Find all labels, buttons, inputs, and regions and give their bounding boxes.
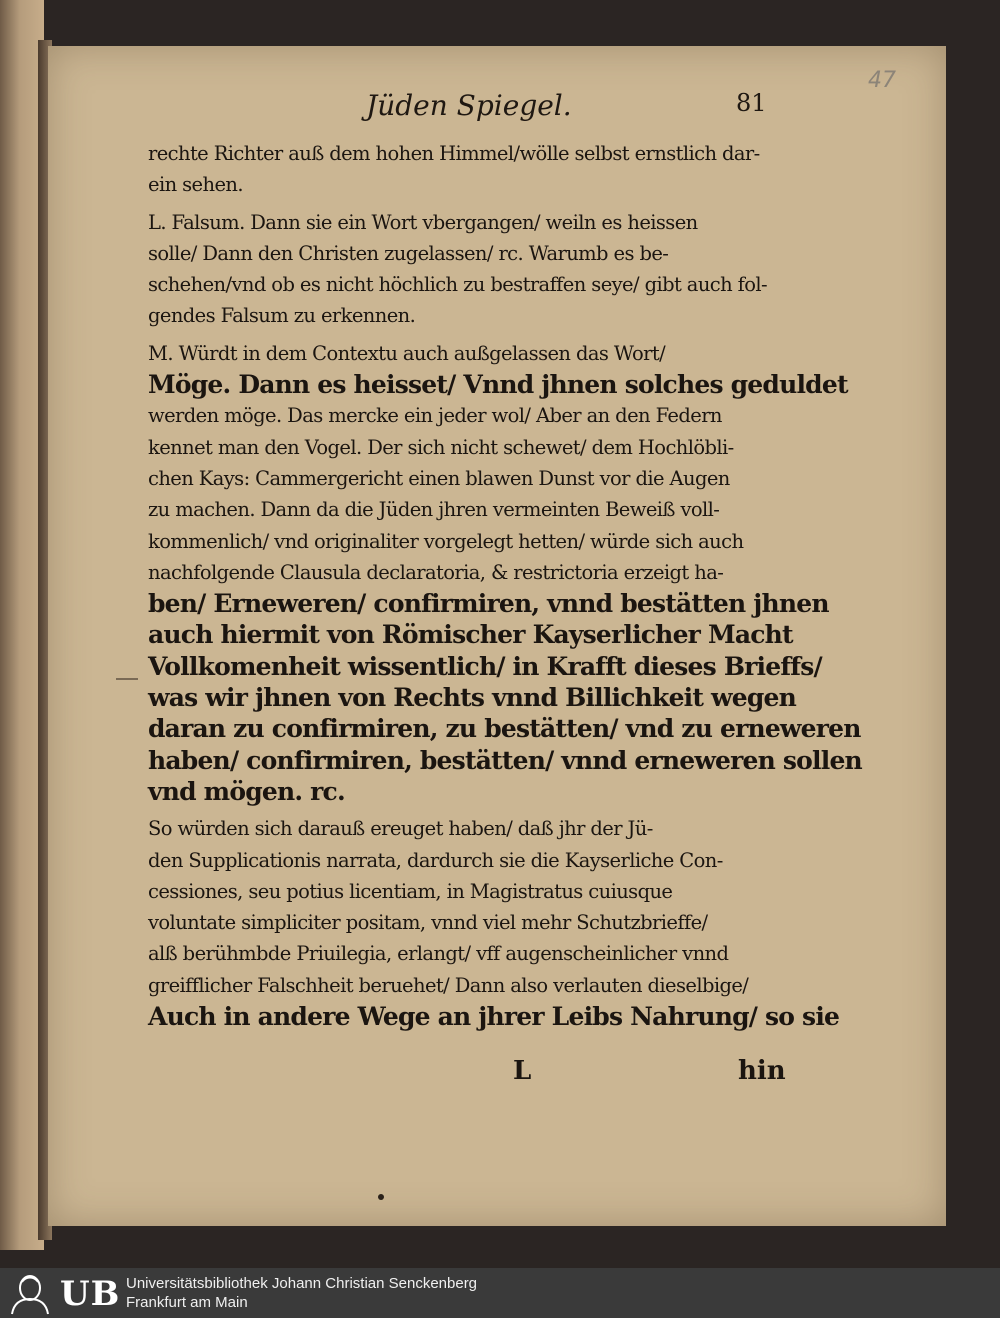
text-line: So würden sich darauß ereuget haben/ daß jhr der Jü- bbox=[148, 817, 653, 841]
text-line: greifflicher Falschheit beruehet/ Dann also verlauten dieselbige/ bbox=[148, 973, 749, 997]
text-line: schehen/vnd ob es nicht höchlich zu bestraffen seye/ gibt auch fol- bbox=[148, 273, 768, 297]
text-line: zu machen. Dann da die Jüden jhren vermeinten Beweiß voll- bbox=[148, 498, 720, 522]
text-line: ein sehen. bbox=[148, 173, 243, 197]
text-line: Möge. Dann es heisset/ Vnnd jhnen solches geduldet bbox=[148, 370, 848, 400]
text-line: daran zu confirmiren, zu bestätten/ vnd zu erneweren bbox=[148, 714, 861, 744]
text-line: Auch in andere Wege an jhrer Leibs Nahrung/ so sie bbox=[148, 1002, 840, 1032]
text-line: rechte Richter auß dem hohen Himmel/wölle selbst ernstlich dar- bbox=[148, 142, 760, 165]
text-line: gendes Falsum zu erkennen. bbox=[148, 304, 416, 328]
portrait-icon bbox=[4, 1272, 56, 1314]
text-line: kommenlich/ vnd originaliter vorgelegt hetten/ würde sich auch bbox=[148, 529, 744, 553]
signature-mark: L bbox=[513, 1056, 532, 1086]
text-line: auch hiermit von Römischer Kayserlicher Macht bbox=[148, 620, 793, 650]
institution-name bbox=[126, 1274, 477, 1312]
text-line: was wir jhnen von Rechts vnnd Billichkeit wegen bbox=[148, 683, 797, 713]
text-line: voluntate simpliciter positam, vnnd viel mehr Schutzbrieffe/ bbox=[148, 911, 708, 935]
book-page bbox=[48, 46, 946, 1226]
institution-line-2: Frankfurt am Main bbox=[126, 1294, 248, 1311]
text-line: solle/ Dann den Christen zugelassen/ rc. Warumb es be- bbox=[148, 241, 669, 265]
library-footer bbox=[0, 1268, 1000, 1318]
library-logo[interactable] bbox=[4, 1272, 121, 1314]
body-text bbox=[148, 138, 862, 1032]
text-line: chen Kays: Cammergericht einen blawen Dunst vor die Augen bbox=[148, 466, 730, 490]
text-line: cessiones, seu potius licentiam, in Magistratus cuiusque bbox=[148, 879, 673, 903]
page-number: 81 bbox=[736, 89, 767, 117]
text-line: kennet man den Vogel. Der sich nicht schewet/ dem Hochlöbli- bbox=[148, 435, 734, 459]
text-line: alß berühmbde Priuilegia, erlangt/ vff augenscheinlicher vnnd bbox=[148, 942, 729, 966]
pencil-folio-note: 47 bbox=[868, 68, 896, 93]
ink-dot bbox=[378, 1194, 384, 1200]
text-line: Vollkomenheit wissentlich/ in Krafft dieses Brieffs/ bbox=[148, 651, 822, 681]
catchword: hin bbox=[738, 1056, 786, 1086]
margin-mark bbox=[116, 678, 138, 680]
institution-line-1: Universitätsbibliothek Johann Christian Senckenberg bbox=[126, 1275, 478, 1292]
text-line: nachfolgende Clausula declaratoria, & restrictoria erzeigt ha- bbox=[148, 560, 724, 584]
text-line: L. Falsum. Dann sie ein Wort vbergangen/ weiln es heissen bbox=[148, 210, 698, 234]
text-line: werden möge. Das mercke ein jeder wol/ Aber an den Federn bbox=[148, 404, 722, 428]
text-line: haben/ confirmiren, bestätten/ vnnd erneweren sollen bbox=[148, 745, 862, 775]
text-line: den Supplicationis narrata, dardurch sie die Kayserliche Con- bbox=[148, 848, 723, 872]
text-line: M. Würdt in dem Contextu auch außgelassen das Wort/ bbox=[148, 341, 666, 365]
logo-text: UB bbox=[60, 1274, 121, 1314]
text-line: ben/ Erneweren/ confirmiren, vnnd bestätten jhnen bbox=[148, 589, 829, 619]
text-line: vnd mögen. rc. bbox=[148, 776, 345, 806]
running-head: Jüden Spiegel. bbox=[366, 89, 572, 122]
